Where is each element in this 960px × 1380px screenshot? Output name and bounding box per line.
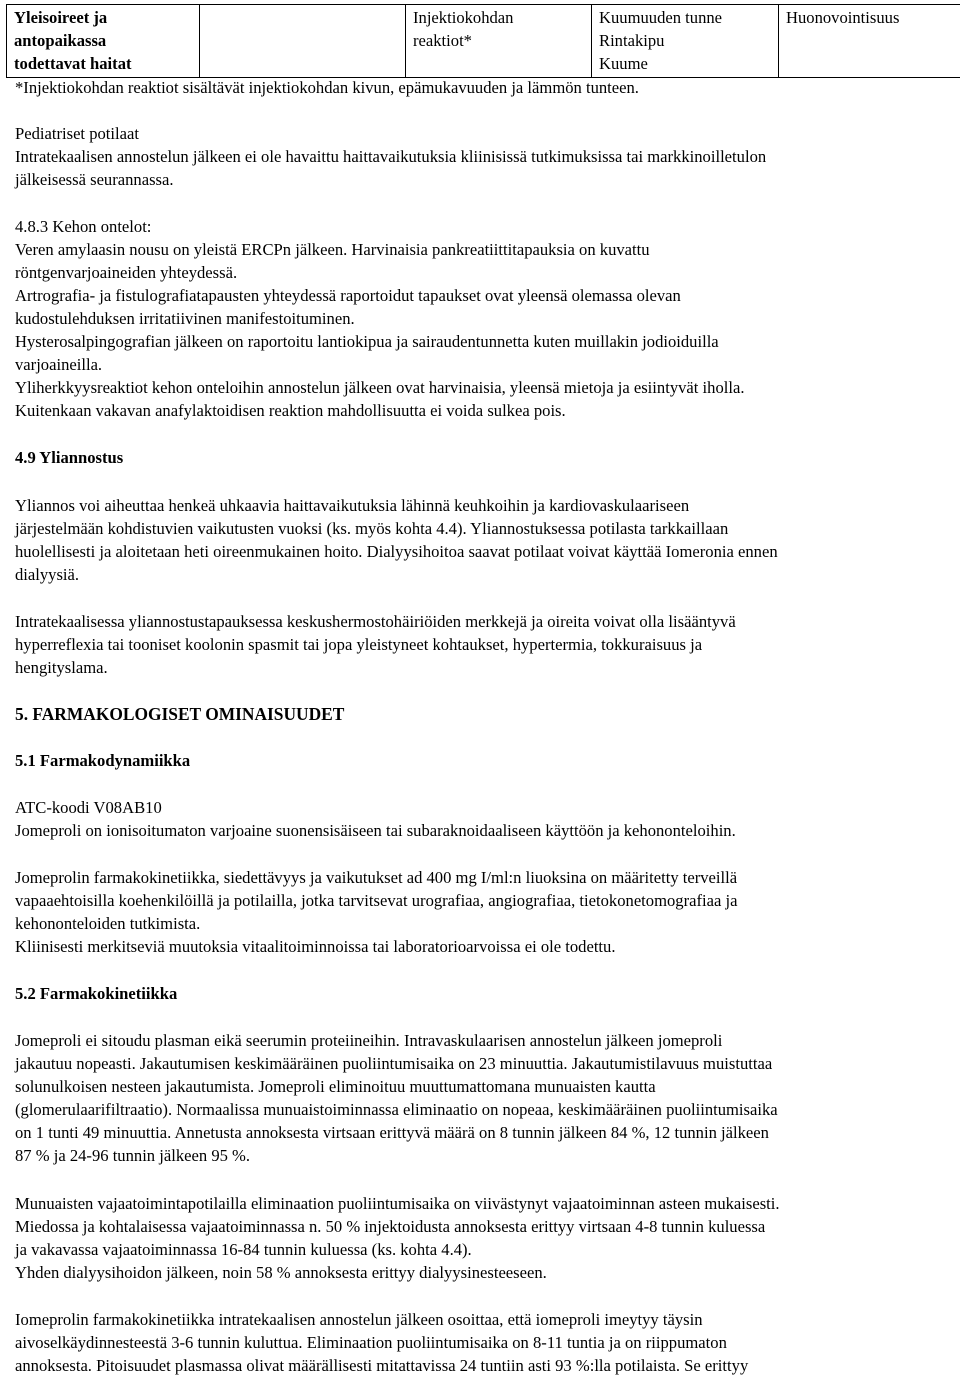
text-line: kehononteloiden tutkimista. <box>15 914 201 933</box>
cell-line: todettavat haitat <box>14 54 132 73</box>
table-row <box>7 5 960 78</box>
footnote: *Injektiokohdan reaktiot sisältävät injektiokohdan kivun, epämukavuuden ja lämmön tunteen. <box>15 78 639 97</box>
table-cell-symptoms <box>592 5 779 78</box>
text-line: Artrografia- ja fistulografiatapausten yhteydessä raportoidut tapaukset ovat yleensä olemassa olevan <box>15 286 681 305</box>
section-heading: Pediatriset potilaat <box>15 124 139 143</box>
text-line: huolellisesti ja aloitetaan heti oireenmukainen hoito. Dialyysihoitoa saavat potilaat voivat käyttää Iomeronia ennen <box>15 542 778 561</box>
cell-line: Kuumuuden tunne <box>599 8 723 27</box>
text-line: Yliherkkyysreaktiot kehon onteloihin annostelun jälkeen ovat harvinaisia, yleensä mietoja ja esiintyvät iholla. <box>15 378 745 397</box>
cell-line: Rintakipu <box>599 31 665 50</box>
text-line: hengityslama. <box>15 658 108 677</box>
cell-line: Yleisoireet ja <box>14 8 108 27</box>
text-line: Iomeprolin farmakokinetiikka intratekaalisen annostelun jälkeen osoittaa, että iomeproli imeytyy täysin <box>15 1310 703 1329</box>
cell-line: antopaikassa <box>14 31 107 50</box>
chapter-heading: 5. FARMAKOLOGISET OMINAISUUDET <box>15 704 345 724</box>
cell-line: reaktiot* <box>413 31 472 50</box>
adverse-effects-table <box>6 4 960 78</box>
text-line: hyperreflexia tai tooniset koolonin spasmit tai jopa yleistyneet kohtaukset, hypertermia, tokkuraisuus ja <box>15 635 703 654</box>
text-line: dialyysiä. <box>15 565 80 584</box>
section-heading: 5.2 Farmakokinetiikka <box>15 984 178 1003</box>
text-line: on 1 tunti 49 minuuttia. Annetusta annoksesta virtsaan erittyvä määrä on 8 tunnin jälkeen 84 %, 12 tunnin jälkeen <box>15 1123 769 1142</box>
text-line: Kuitenkaan vakavan anafylaktoidisen reaktion mahdollisuutta ei voida sulkea pois. <box>15 401 566 420</box>
section-heading: 4.8.3 Kehon ontelot: <box>15 217 152 236</box>
section-heading: 5.1 Farmakodynamiikka <box>15 751 191 770</box>
text-line: Jomeprolin farmakokinetiikka, siedettävyys ja vaikutukset ad 400 mg I/ml:n liuoksina on määritetty terveillä <box>15 868 738 887</box>
text-line: jakautuu nopeasti. Jakautumisen keskimääräinen puoliintumisaika on 23 minuuttia. Jakautumistilavuus muistuttaa <box>15 1054 773 1073</box>
table-cell-injection-site <box>406 5 592 78</box>
text-line: varjoaineilla. <box>15 355 103 374</box>
text-line: kudostulehduksen irritatiivinen manifestoituminen. <box>15 309 355 328</box>
text-line: Jomeproli on ionisoitumaton varjoaine suonensisäiseen tai subaraknoidaaliseen käyttöön ja kehononteloihin. <box>15 821 736 840</box>
text-line: ATC-koodi V08AB10 <box>15 798 162 817</box>
table-cell-category <box>7 5 200 78</box>
text-line: Yhden dialyysihoidon jälkeen, noin 58 % annoksesta erittyy dialyysinesteeseen. <box>15 1263 547 1282</box>
table-cell-nausea <box>779 5 960 78</box>
text-line: järjestelmään kohdistuvien vaikutusten vuoksi (ks. myös kohta 4.4). Yliannostuksessa potilasta tarkkaillaan <box>15 519 729 538</box>
text-line: jälkeisessä seurannassa. <box>15 170 174 189</box>
text-line: Intratekaalisessa yliannostustapauksessa keskushermostohäiriöiden merkkejä ja oireita voivat olla lisääntyvä <box>15 612 736 631</box>
text-line: Yliannos voi aiheuttaa henkeä uhkaavia haittavaikutuksia lähinnä keuhkoihin ja kardiovaskulaariseen <box>15 496 690 515</box>
text-line: solunulkoisen nesteen jakautumista. Jomeproli eliminoituu muuttumattomana munuaisten kautta <box>15 1077 656 1096</box>
text-line: (glomerulaarifiltraatio). Normaalissa munuaistoiminnassa eliminaatio on nopeaa, keskimääräinen puoliintumisaika <box>15 1100 778 1119</box>
text-line: Kliinisesti merkitseviä muutoksia vitaalitoiminnoissa tai laboratorioarvoissa ei ole todettu. <box>15 937 616 956</box>
cell-line: Huonovointisuus <box>786 8 900 27</box>
text-line: aivoselkäydinnesteestä 3-6 tunnin kuluttua. Eliminaation puoliintumisaika on 8-11 tuntia ja on riippumaton <box>15 1333 727 1352</box>
cell-line: Injektiokohdan <box>413 8 514 27</box>
text-line: vapaaehtoisilla koehenkilöillä ja potilailla, jotka tarvitsevat urografiaa, angiografiaa, tietokonetomografiaa ja <box>15 891 738 910</box>
text-line: ja vakavassa vajaatoiminnassa 16-84 tunnin kuluessa (ks. kohta 4.4). <box>15 1240 472 1259</box>
text-line: Veren amylaasin nousu on yleistä ERCPn jälkeen. Harvinaisia pankreatiittitapauksia on kuvattu <box>15 240 650 259</box>
text-line: Munuaisten vajaatoimintapotilailla eliminaation puoliintumisaika on viivästynyt vajaatoiminnan asteen mukaisesti. <box>15 1194 780 1213</box>
text-line: Jomeproli ei sitoudu plasman eikä seerumin proteiineihin. Intravaskulaarisen annostelun jälkeen jomeproli <box>15 1031 723 1050</box>
text-line: annoksesta. Pitoisuudet plasmassa olivat määrällisesti mitattavissa 24 tuntiin asti 93 %:lla potilaista. Se erittyy <box>15 1356 749 1375</box>
text-line: röntgenvarjoaineiden yhteydessä. <box>15 263 238 282</box>
section-heading: 4.9 Yliannostus <box>15 448 124 467</box>
text-line: Miedossa ja kohtalaisessa vajaatoiminnassa n. 50 % injektoidusta annoksesta erittyy virtsaan 4-8 tunnin kuluessa <box>15 1217 766 1236</box>
text-line: Hysterosalpingografian jälkeen on raportoitu lantiokipua ja sairaudentunnetta kuten muillakin jodioiduilla <box>15 332 719 351</box>
table-cell-empty <box>200 5 406 78</box>
text-line: 87 % ja 24-96 tunnin jälkeen 95 %. <box>15 1146 251 1165</box>
cell-line: Kuume <box>599 54 648 73</box>
text-line: Intratekaalisen annostelun jälkeen ei ole havaittu haittavaikutuksia kliinisissä tutkimuksissa tai markkinoilletulon <box>15 147 767 166</box>
